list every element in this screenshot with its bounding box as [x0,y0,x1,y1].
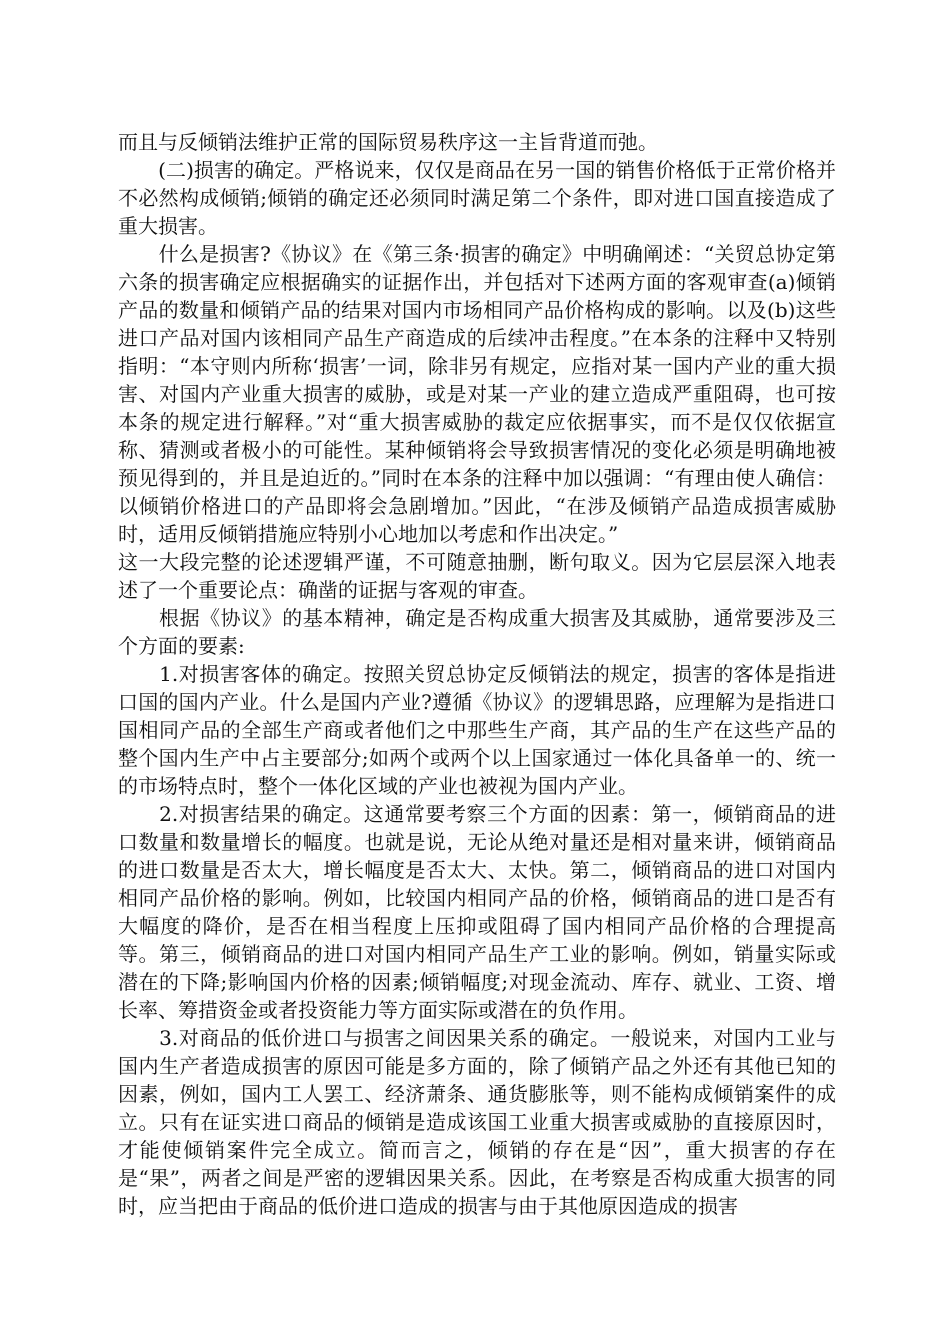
paragraph-three-elements: 根据《协议》的基本精神，确定是否构成重大损害及其威胁，通常要涉及三个方面的要素: [118,606,836,658]
paragraph-logic-summary: 这一大段完整的论述逻辑严谨，不可随意抽删，断句取义。因为它层层深入地表述了一个重要论点：确凿的证据与客观的审查。 [118,550,836,602]
paragraph-what-is-injury: 什么是损害?《协议》在《第三条·损害的确定》中明确阐述：“关贸总协定第六条的损害确定应根据确实的证据作出，并包括对下述两方面的客观审查(a)倾销产品的数量和倾销产品的结果对国内市场相同产品价格构成的影响。以及(b)这些进口产品对国内该相同产品生产商造成的后续冲击程度。”在本条的注释中又特别指明：“本守则内所称‘损害’一词，除非另有规定，应指对某一国内产业的重大损害、对国内产业重大损害的威胁，或是对某一产业的建立造成严重阻碍，也可按本条的规定进行解释。”对“重大损害威胁的裁定应依据事实，而不是仅仅依据宣称、猜测或者极小的可能性。某种倾销将会导致损害情况的变化必须是明确地被预见得到的，并且是迫近的。”同时在本条的注释中加以强调：“有理由使人确信：以倾销价格进口的产品即将会急剧增加。”因此，“在涉及倾销产品造成损害威胁时，适用反倾销措施应特别小心地加以考虑和作出决定。” [118,242,836,546]
paragraph-injury-determination: (二)损害的确定。严格说来，仅仅是商品在另一国的销售价格低于正常价格并不必然构成倾销;倾销的确定还必须同时满足第二个条件，即对进口国直接造成了重大损害。 [118,158,836,238]
paragraph-continuation: 而且与反倾销法维护正常的国际贸易秩序这一主旨背道而弛。 [118,130,658,154]
paragraph-injury-result: 2.对损害结果的确定。这通常要考察三个方面的因素：第一，倾销商品的进口数量和数量增长的幅度。也就是说，无论从绝对量还是相对量来讲，倾销商品的进口数量是否太大，增长幅度是否太大、太快。第二，倾销商品的进口对国内相同产品价格的影响。例如，比较国内相同产品的价格，倾销商品的进口是否有大幅度的降价，是否在相当程度上压抑或阻碍了国内相同产品价格的合理提高等。第三，倾销商品的进口对国内相同产品生产工业的影响。例如，销量实际或潜在的下降;影响国内价格的因素;倾销幅度;对现金流动、库存、就业、工资、增长率、筹措资金或者投资能力等方面实际或潜在的负作用。 [118,802,836,1022]
paragraph-injury-object: 1.对损害客体的确定。按照关贸总协定反倾销法的规定，损害的客体是指进口国的国内产业。什么是国内产业?遵循《协议》的逻辑思路，应理解为是指进口国相同产品的全部生产商或者他们之中那些生产商，其产品的生产在这些产品的整个国内生产中占主要部分;如两个或两个以上国家通过一体化具备单一的、统一的市场特点时，整个一体化区域的产业也被视为国内产业。 [118,662,836,798]
document-body [118,128,836,1220]
paragraph-causality: 3.对商品的低价进口与损害之间因果关系的确定。一般说来，对国内工业与国内生产者造成损害的原因可能是多方面的，除了倾销产品之外还有其他已知的因素，例如，国内工人罢工、经济萧条、通货膨胀等，则不能构成倾销案件的成立。只有在证实进口商品的倾销是造成该国工业重大损害或威胁的直接原因时，才能使倾销案件完全成立。简而言之，倾销的存在是“因”，重大损害的存在是“果”，两者之间是严密的逻辑因果关系。因此，在考察是否构成重大损害的同时，应当把由于商品的低价进口造成的损害与由于其他原因造成的损害 [118,1026,836,1218]
